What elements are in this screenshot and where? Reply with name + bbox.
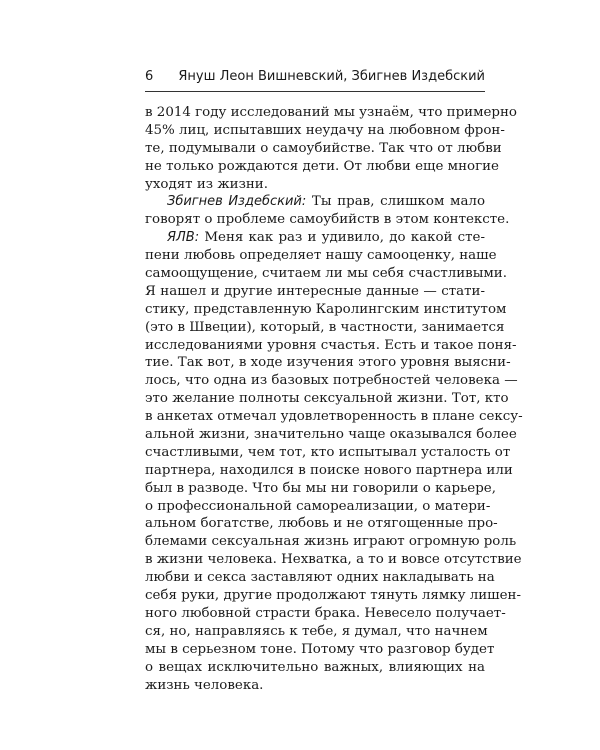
text-line [145,265,507,283]
line-text: (это в Швеции), который, в частности, занимается [145,319,505,335]
line-text: в анкетах отмечал удовлетворенность в плане сексу- [145,409,523,425]
text-line [145,390,509,408]
line-text: лось, что одна из базовых потребностей человека — [145,373,518,389]
speaker-name: ЯЛВ: [167,230,200,246]
speaker-name: Збигнев Издебский: [167,194,307,210]
line-text: о профессиональной самореализации, о матери- [145,498,491,514]
text-line [145,677,485,695]
text-line [145,301,507,319]
text-line [145,462,513,480]
text-line [145,247,497,265]
text-line [145,551,522,569]
text-line [145,176,485,194]
text-line [145,641,495,659]
text-line [145,569,495,587]
header-rule [145,91,485,92]
text-line [145,211,510,229]
page-number: 6 [145,69,154,84]
text-line [145,659,485,677]
text-line [145,104,517,122]
text-line [145,498,491,516]
line-text: ного любовной страсти брака. Невесело получает- [145,605,506,621]
line-text: мы в серьезном тоне. Потому что разговор будет [145,641,495,657]
text-line [145,283,485,301]
line-text: исследованиями уровня счастья. Есть и такое поня- [145,337,517,353]
line-text: уходят из жизни. [145,176,268,192]
text-line [145,372,518,390]
line-text: Я нашел и другие интересные данные — стати- [145,283,485,299]
line-text: себя руки, другие продолжают тянуть лямку лишен- [145,588,522,604]
line-text: блемами сексуальная жизнь играют огромную роль [145,534,517,550]
text-line [145,158,499,176]
body-text [145,104,523,694]
line-text: жизнь человека. [145,677,264,693]
line-text: был в разводе. Что бы мы ни говорили о карьере, [145,480,496,496]
text-line [145,229,485,247]
text-line [145,140,502,158]
text-line [145,426,517,444]
line-text: говорят о проблеме самоубийств в этом контексте. [145,212,510,228]
line-text: Ты прав, слишком мало [306,194,486,210]
text-line [145,408,523,426]
running-head: Януш Леон Вишневский, Збигнев Издебский [178,69,485,84]
line-text: о вещах исключительно важных, влияющих на [145,659,485,675]
line-text: в 2014 году исследований мы узнаём, что примерно [145,105,517,120]
text-line [145,337,517,355]
line-text: стику, представленную Каролингским институтом [145,301,507,317]
line-text: в жизни человека. Нехватка, а то и вовсе отсутствие [145,552,522,568]
line-text: Меня как раз и удивило, до какой сте- [199,230,485,246]
text-line [145,354,511,372]
line-text: тие. Так вот, в ходе изучения этого уровня выясни- [145,355,511,371]
text-line [145,122,505,140]
line-text: альной жизни, значительно чаще оказывался более [145,427,517,443]
text-line [145,605,506,623]
line-text: те, подумывали о самоубийстве. Так что от любви [145,140,502,156]
line-text: самоощущение, считаем ли мы себя счастливыми. [145,266,507,282]
line-text: любви и секса заставляют одних накладывать на [145,570,495,586]
line-text: альном богатстве, любовь и не отягощенные про- [145,516,498,532]
line-text: счастливыми, чем тот, кто испытывал усталость от [145,444,511,460]
line-text: не только рождаются дети. От любви еще многие [145,158,499,174]
text-line [145,515,498,533]
line-text: 45% лиц, испытавших неудачу на любовном фрон- [145,122,505,138]
text-line [145,444,511,462]
text-line [145,193,485,211]
line-text: это желание полноты сексуальной жизни. Тот, кто [145,391,509,407]
line-text: партнера, находился в поиске нового партнера или [145,462,513,478]
line-text: пени любовь определяет нашу самооценку, наше [145,248,497,264]
text-line [145,587,522,605]
text-line [145,533,517,551]
text-line [145,623,488,641]
text-line [145,480,496,498]
line-text: ся, но, направляясь к тебе, я думал, что начнем [145,623,488,639]
text-line [145,319,505,337]
